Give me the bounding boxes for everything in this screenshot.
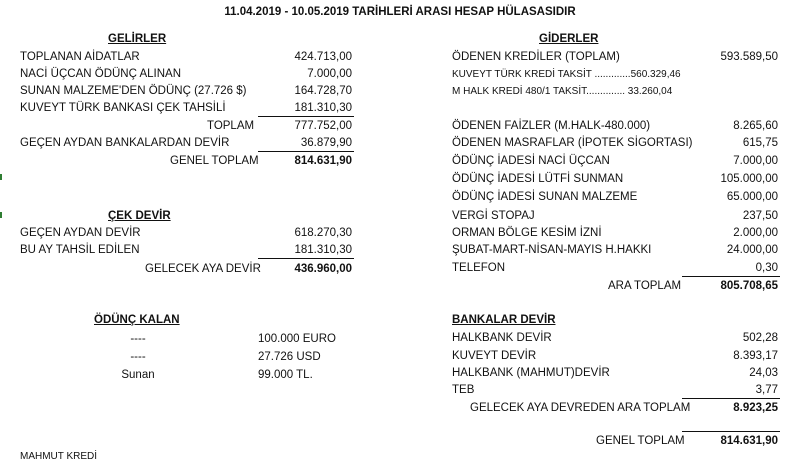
gider-label: ÖDENEN FAİZLER (M.HALK-480.000) <box>452 120 651 132</box>
cek-gelecek-value: 436.960,00 <box>294 263 352 275</box>
banka-value: 24,03 <box>749 367 778 379</box>
gider-value: 237,50 <box>742 210 778 222</box>
gider-label: ŞUBAT-MART-NİSAN-MAYIS H.HAKKI <box>452 244 652 256</box>
gider-value: 615,75 <box>742 137 778 149</box>
edge-mark <box>0 212 2 218</box>
banka-label: HALKBANK DEVİR <box>452 332 552 344</box>
sum-line <box>258 151 354 152</box>
edge-mark <box>0 174 2 180</box>
genel-toplam-value: 814.631,90 <box>720 435 778 447</box>
gelir-label: KUVEYT TÜRK BANKASI ÇEK TAHSİLİ <box>20 102 226 114</box>
page-title: 11.04.2019 - 10.05.2019 TARİHLERİ ARASI HESAP HÜLASASIDIR <box>224 6 576 18</box>
banka-value: 8.393,17 <box>733 350 778 362</box>
gider-label: ÖDÜNÇ İADESİ SUNAN MALZEME <box>452 191 638 203</box>
ara-toplam-value: 805.708,65 <box>720 280 778 292</box>
gelir-value: 181.310,30 <box>294 102 352 114</box>
gelir-value: 164.728,70 <box>294 85 352 97</box>
gider-value: 105.000,00 <box>720 173 778 185</box>
gider-label: ÖDÜNÇ İADESİ NACİ ÜÇCAN <box>452 155 610 167</box>
kredi-sub-line: M HALK KREDİ 480/1 TAKSİT.............. 33.260,04 <box>452 86 673 97</box>
sum-line <box>258 258 354 259</box>
giderler-heading: GİDERLER <box>539 33 599 45</box>
banka-label: TEB <box>452 384 475 396</box>
gider-label: TELEFON <box>452 262 506 274</box>
cek-value: 618.270,30 <box>294 227 352 239</box>
gider-label: ÖDÜNÇ İADESİ LÜTFİ SUNMAN <box>452 173 624 185</box>
gelir-label: SUNAN MALZEME'DEN ÖDÜNÇ (27.726 $) <box>20 85 247 97</box>
cek-label: GEÇEN AYDAN DEVİR <box>20 227 141 239</box>
gider-label: ORMAN BÖLGE KESİM İZNİ <box>452 227 602 239</box>
gider-value: 2.000,00 <box>733 227 778 239</box>
bankalar-devir-heading: BANKALAR DEVİR <box>452 314 556 326</box>
devir-value: 36.879,90 <box>300 137 352 149</box>
cek-gelecek-label: GELECEK AYA DEVİR <box>145 263 261 275</box>
gelir-toplam-value: 777.752,00 <box>294 120 352 132</box>
cek-label: BU AY TAHSİL EDİLEN <box>20 244 140 256</box>
banka-gelecek-value: 8.923,25 <box>733 402 778 414</box>
gider-value: 24.000,00 <box>726 244 778 256</box>
cek-devir-heading: ÇEK DEVİR <box>108 210 171 222</box>
odunc-amount: 100.000 EURO <box>258 333 336 345</box>
gider-value: 8.265,60 <box>733 120 778 132</box>
footer-partial-text: MAHMUT KREDİ <box>20 451 98 462</box>
gider-value: 7.000,00 <box>733 155 778 167</box>
gelir-label: TOPLANAN AİDATLAR <box>20 51 140 63</box>
gider-label: VERGİ STOPAJ <box>452 210 535 222</box>
banka-gelecek-label: GELECEK AYA DEVREDEN ARA TOPLAM <box>470 402 691 414</box>
banka-value: 502,28 <box>742 332 778 344</box>
odunc-name: ---- <box>130 333 146 345</box>
odunc-name: ---- <box>130 351 146 363</box>
odunc-amount: 99.000 TL. <box>258 369 313 381</box>
sum-line <box>682 398 780 399</box>
banka-label: HALKBANK (MAHMUT)DEVİR <box>452 367 610 379</box>
kredi-sub-line: KUVEYT TÜRK KREDİ TAKSİT .............560.329,46 <box>452 69 681 80</box>
gelir-genel-label: GENEL TOPLAM <box>170 155 259 167</box>
devir-label: GEÇEN AYDAN BANKALARDAN DEVİR <box>20 137 230 149</box>
odenen-krediler-label: ÖDENEN KREDİLER (TOPLAM) <box>452 51 620 63</box>
odunc-amount: 27.726 USD <box>258 351 321 363</box>
genel-toplam-label: GENEL TOPLAM <box>596 435 685 447</box>
gelirler-heading: GELİRLER <box>108 33 167 45</box>
odunc-name: Sunan <box>121 369 155 381</box>
gider-label: ÖDENEN MASRAFLAR (İPOTEK SİGORTASI) <box>452 137 693 149</box>
gelir-value: 7.000,00 <box>307 68 352 80</box>
banka-value: 3,77 <box>755 384 778 396</box>
banka-label: KUVEYT DEVİR <box>452 350 537 362</box>
ara-toplam-label: ARA TOPLAM <box>608 280 682 292</box>
sum-line <box>258 116 354 117</box>
gider-value: 65.000,00 <box>726 191 778 203</box>
gelir-genel-value: 814.631,90 <box>294 155 352 167</box>
cek-value: 181.310,30 <box>294 244 352 256</box>
sum-line <box>682 431 780 432</box>
gelir-label: NACİ ÜÇCAN ÖDÜNÇ ALINAN <box>20 68 182 80</box>
odunc-kalan-heading: ÖDÜNÇ KALAN <box>94 314 180 326</box>
odenen-krediler-value: 593.589,50 <box>720 51 778 63</box>
gider-value: 0,30 <box>755 262 778 274</box>
gelir-value: 424.713,00 <box>294 51 352 63</box>
gelir-toplam-label: TOPLAM <box>207 120 255 132</box>
sum-line <box>682 276 780 277</box>
